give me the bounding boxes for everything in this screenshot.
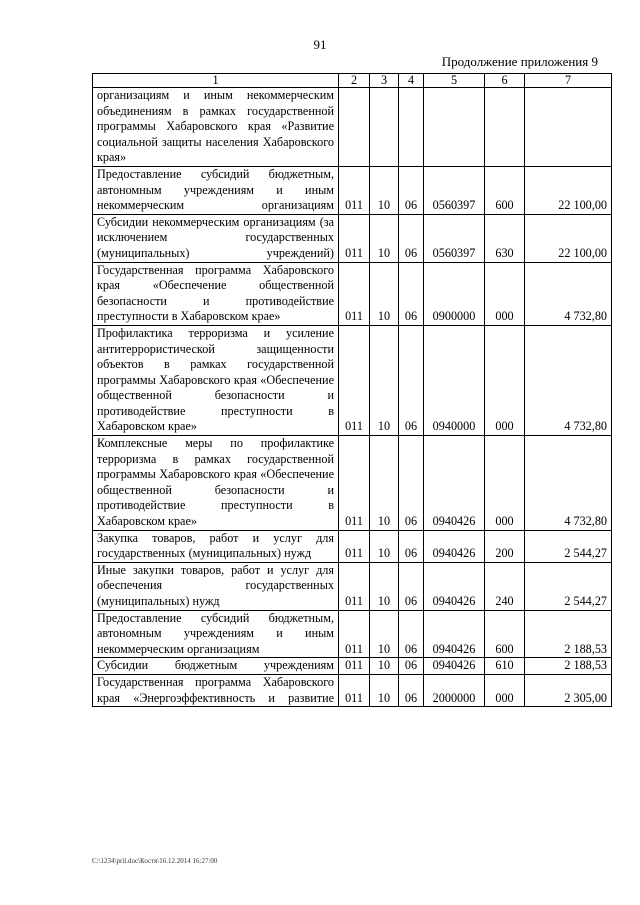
row-code-pr: 06	[399, 658, 424, 675]
table-row	[93, 166, 612, 214]
row-code-csr: 2000000	[424, 674, 485, 706]
row-name: Предоставление субсидий бюджетным, автономным учреждениям и иным некоммерческим организациям	[93, 610, 339, 658]
row-code-gr: 011	[339, 530, 370, 562]
row-name: Иные закупки товаров, работ и услуг для обеспечения государственных (муниципальных) нужд	[93, 562, 339, 610]
table-row	[93, 88, 612, 167]
header-col-2: 2	[339, 74, 370, 88]
row-name: Государственная программа Хабаровского края «Обеспечение общественной безопасности и противодействие преступности в Хабаровском крае»	[93, 262, 339, 325]
table-row	[93, 325, 612, 435]
row-amount: 2 544,27	[525, 562, 612, 610]
row-code-csr: 0900000	[424, 262, 485, 325]
row-code-pr: 06	[399, 610, 424, 658]
header-col-5: 5	[424, 74, 485, 88]
row-code-csr: 0940426	[424, 562, 485, 610]
row-code-gr: 011	[339, 166, 370, 214]
row-name: Субсидии некоммерческим организациям (за исключением государственных (муниципальных) учреждений)	[93, 214, 339, 262]
table-row	[93, 658, 612, 675]
row-amount	[525, 88, 612, 167]
row-code-pr: 06	[399, 214, 424, 262]
row-code-csr: 0560397	[424, 214, 485, 262]
table-row	[93, 530, 612, 562]
row-name: Предоставление субсидий бюджетным, автономным учреждениям и иным некоммерческим организациям	[93, 166, 339, 214]
table-row	[93, 610, 612, 658]
row-code-gr: 011	[339, 325, 370, 435]
row-code-rz: 10	[370, 674, 399, 706]
continuation-label: Продолжение приложения 9	[441, 54, 598, 69]
table-row	[93, 262, 612, 325]
header-col-4: 4	[399, 74, 424, 88]
row-code-vr: 000	[485, 674, 525, 706]
table-row	[93, 562, 612, 610]
row-code-gr	[339, 88, 370, 167]
row-code-pr	[399, 88, 424, 167]
row-code-vr: 630	[485, 214, 525, 262]
header-col-6: 6	[485, 74, 525, 88]
row-code-pr: 06	[399, 262, 424, 325]
row-code-csr: 0940426	[424, 530, 485, 562]
row-code-csr: 0940426	[424, 610, 485, 658]
row-code-gr: 011	[339, 674, 370, 706]
row-code-rz: 10	[370, 166, 399, 214]
row-code-vr: 610	[485, 658, 525, 675]
row-code-pr: 06	[399, 166, 424, 214]
header-col-3: 3	[370, 74, 399, 88]
row-code-vr: 200	[485, 530, 525, 562]
table-header-row	[93, 74, 612, 88]
row-amount: 2 544,27	[525, 530, 612, 562]
header-col-7: 7	[525, 74, 612, 88]
row-name: организациям и иным некоммерческим объединениям в рамках государственной программы Хабаровского края «Развитие социальной защиты населения Хабаровского края»	[93, 88, 339, 167]
row-code-gr: 011	[339, 214, 370, 262]
row-code-rz: 10	[370, 214, 399, 262]
row-code-gr: 011	[339, 610, 370, 658]
row-code-gr: 011	[339, 562, 370, 610]
row-code-gr: 011	[339, 658, 370, 675]
row-code-csr: 0560397	[424, 166, 485, 214]
row-amount: 2 188,53	[525, 658, 612, 675]
row-code-rz: 10	[370, 562, 399, 610]
row-code-csr: 0940000	[424, 325, 485, 435]
row-name: Комплексные меры по профилактике терроризма в рамках государственной программы Хабаровского края «Обеспечение общественной безопасности и противодействие преступности в Хабаровском крае»	[93, 436, 339, 531]
row-code-pr: 06	[399, 530, 424, 562]
row-code-vr: 600	[485, 166, 525, 214]
file-path-footer: C:\1234\pril.doc\Костя\16.12.2014 16:27:00	[92, 857, 218, 865]
row-code-csr	[424, 88, 485, 167]
row-name: Закупка товаров, работ и услуг для государственных (муниципальных) нужд	[93, 530, 339, 562]
row-amount: 22 100,00	[525, 166, 612, 214]
row-code-vr: 000	[485, 262, 525, 325]
row-code-gr: 011	[339, 262, 370, 325]
row-name: Субсидии бюджетным учреждениям	[93, 658, 339, 675]
row-code-rz: 10	[370, 436, 399, 531]
row-code-pr: 06	[399, 436, 424, 531]
row-code-rz: 10	[370, 530, 399, 562]
row-code-pr: 06	[399, 674, 424, 706]
row-code-pr: 06	[399, 325, 424, 435]
header-col-1: 1	[93, 74, 339, 88]
row-code-rz: 10	[370, 325, 399, 435]
row-amount: 2 188,53	[525, 610, 612, 658]
table-row	[93, 436, 612, 531]
table-row	[93, 214, 612, 262]
row-amount: 4 732,80	[525, 262, 612, 325]
table-row	[93, 674, 612, 706]
row-code-rz: 10	[370, 658, 399, 675]
row-code-csr: 0940426	[424, 658, 485, 675]
row-code-rz: 10	[370, 610, 399, 658]
row-code-vr: 000	[485, 436, 525, 531]
row-code-vr: 600	[485, 610, 525, 658]
row-amount: 2 305,00	[525, 674, 612, 706]
row-amount: 4 732,80	[525, 325, 612, 435]
row-amount: 4 732,80	[525, 436, 612, 531]
row-code-rz	[370, 88, 399, 167]
row-code-rz: 10	[370, 262, 399, 325]
row-name: Государственная программа Хабаровского края «Энергоэффективность и развитие	[93, 674, 339, 706]
row-code-csr: 0940426	[424, 436, 485, 531]
row-name: Профилактика терроризма и усиление антитеррористической защищенности объектов в рамках государственной программы Хабаровского края «Обеспечение общественной безопасности и противодействие преступности в Хабаровском крае»	[93, 325, 339, 435]
row-code-vr: 240	[485, 562, 525, 610]
row-code-vr: 000	[485, 325, 525, 435]
row-code-vr	[485, 88, 525, 167]
row-amount: 22 100,00	[525, 214, 612, 262]
row-code-pr: 06	[399, 562, 424, 610]
budget-table	[92, 73, 612, 707]
page-number: 91	[313, 37, 327, 52]
row-code-gr: 011	[339, 436, 370, 531]
